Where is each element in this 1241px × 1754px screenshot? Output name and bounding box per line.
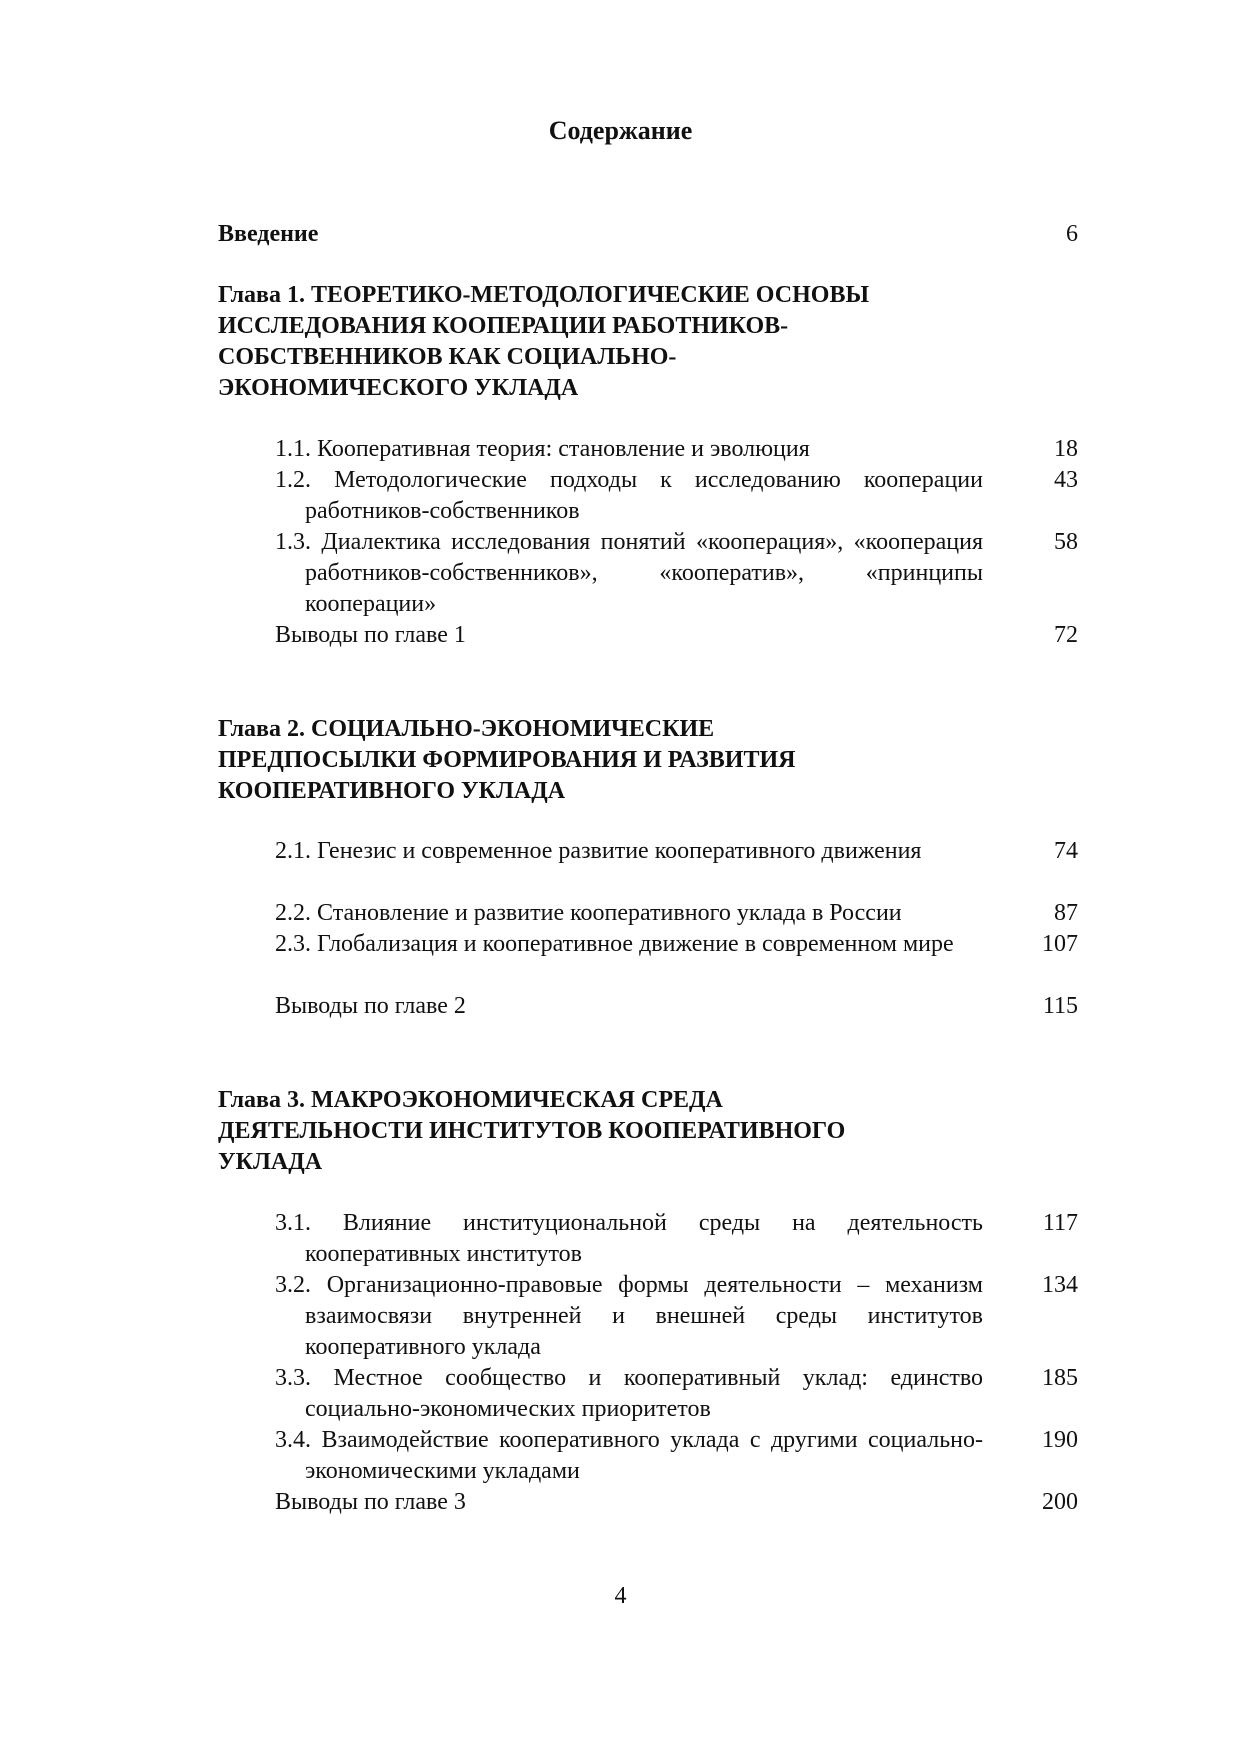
toc-section-1-1 (275, 434, 1078, 465)
section-text: 2.1. Генезис и современное развитие кооперативного движения (275, 838, 922, 864)
section-text: 2.2. Становление и развитие кооперативного уклада в России (275, 900, 902, 926)
section-page: 58 (1054, 529, 1078, 555)
section-page: 87 (1054, 900, 1078, 926)
chapter-title-line: Глава 2. СОЦИАЛЬНО-ЭКОНОМИЧЕСКИЕ (218, 716, 715, 742)
chapter-title-line: СОБСТВЕННИКОВ КАК СОЦИАЛЬНО- (218, 344, 677, 370)
toc-section-3-1 (275, 1208, 1078, 1270)
toc-section-3-2 (275, 1270, 1078, 1363)
chapter-title-line: КООПЕРАТИВНОГО УКЛАДА (218, 778, 566, 804)
chapter-title-line: УКЛАДА (218, 1149, 323, 1175)
toc-section-3-4 (275, 1425, 1078, 1487)
page-title: Содержание (548, 116, 693, 145)
section-text: 1.1. Кооперативная теория: становление и эволюция (275, 436, 810, 462)
section-page: 18 (1054, 436, 1078, 462)
chapter-title-line: ЭКОНОМИЧЕСКОГО УКЛАДА (218, 375, 579, 401)
section-page: 117 (1042, 1210, 1078, 1236)
conclusion-page: 72 (1054, 622, 1078, 648)
chapter-title-line: ПРЕДПОСЫЛКИ ФОРМИРОВАНИЯ И РАЗВИТИЯ (218, 747, 796, 773)
toc-conclusion-2 (275, 991, 1078, 1022)
chapter-title-line: ИССЛЕДОВАНИЯ КООПЕРАЦИИ РАБОТНИКОВ- (218, 313, 789, 339)
chapter-title-line: Глава 1. ТЕОРЕТИКО-МЕТОДОЛОГИЧЕСКИЕ ОСНОВЫ (218, 282, 870, 308)
chapter-2-title (218, 714, 1018, 807)
section-page: 107 (1042, 931, 1078, 957)
section-text: 3.2. Организационно-правовые формы деятельности – механизм взаимосвязи внутренней и внешней среды институтов кооперативного уклада (275, 1272, 983, 1360)
chapter-title-line: Глава 3. МАКРОЭКОНОМИЧЕСКАЯ СРЕДА (218, 1087, 723, 1113)
toc-section-2-1 (275, 836, 1078, 867)
toc-intro (218, 219, 1078, 250)
section-page: 134 (1042, 1272, 1078, 1298)
page-number: 4 (614, 1583, 627, 1609)
conclusion-label: Выводы по главе 1 (275, 622, 466, 648)
section-text: 2.3. Глобализация и кооперативное движение в современном мире (275, 931, 954, 957)
toc-conclusion-1 (275, 620, 1078, 651)
section-page: 190 (1042, 1427, 1078, 1453)
section-text: 3.4. Взаимодействие кооперативного уклада с другими социально-экономическими укладами (275, 1427, 983, 1484)
section-text: 3.3. Местное сообщество и кооперативный уклад: единство социально-экономических приоритетов (275, 1365, 983, 1422)
section-text: 3.1. Влияние институциональной среды на деятельность кооперативных институтов (275, 1210, 983, 1267)
toc-section-2-2 (275, 898, 1078, 929)
conclusion-page: 200 (1042, 1489, 1078, 1515)
toc-section-3-3 (275, 1363, 1078, 1425)
toc-intro-page: 6 (1066, 221, 1078, 247)
conclusion-label: Выводы по главе 3 (275, 1489, 466, 1515)
conclusion-page: 115 (1042, 993, 1078, 1019)
conclusion-label: Выводы по главе 2 (275, 993, 466, 1019)
section-text: 1.3. Диалектика исследования понятий «кооперация», «кооперация работников-собственников», «кооператив», «принципы кооперации» (275, 529, 983, 617)
toc-intro-label: Введение (218, 221, 319, 247)
chapter-1-title (218, 280, 1018, 404)
toc-section-2-3 (275, 929, 1078, 960)
section-page: 43 (1054, 467, 1078, 493)
toc-section-1-3 (275, 527, 1078, 620)
toc-section-1-2 (275, 465, 1078, 527)
section-page: 74 (1054, 838, 1078, 864)
chapter-title-line: ДЕЯТЕЛЬНОСТИ ИНСТИТУТОВ КООПЕРАТИВНОГО (218, 1118, 846, 1144)
section-text: 1.2. Методологические подходы к исследованию кооперации работников-собственников (275, 467, 983, 524)
section-page: 185 (1042, 1365, 1078, 1391)
chapter-3-title (218, 1085, 1018, 1178)
toc-conclusion-3 (275, 1487, 1078, 1518)
